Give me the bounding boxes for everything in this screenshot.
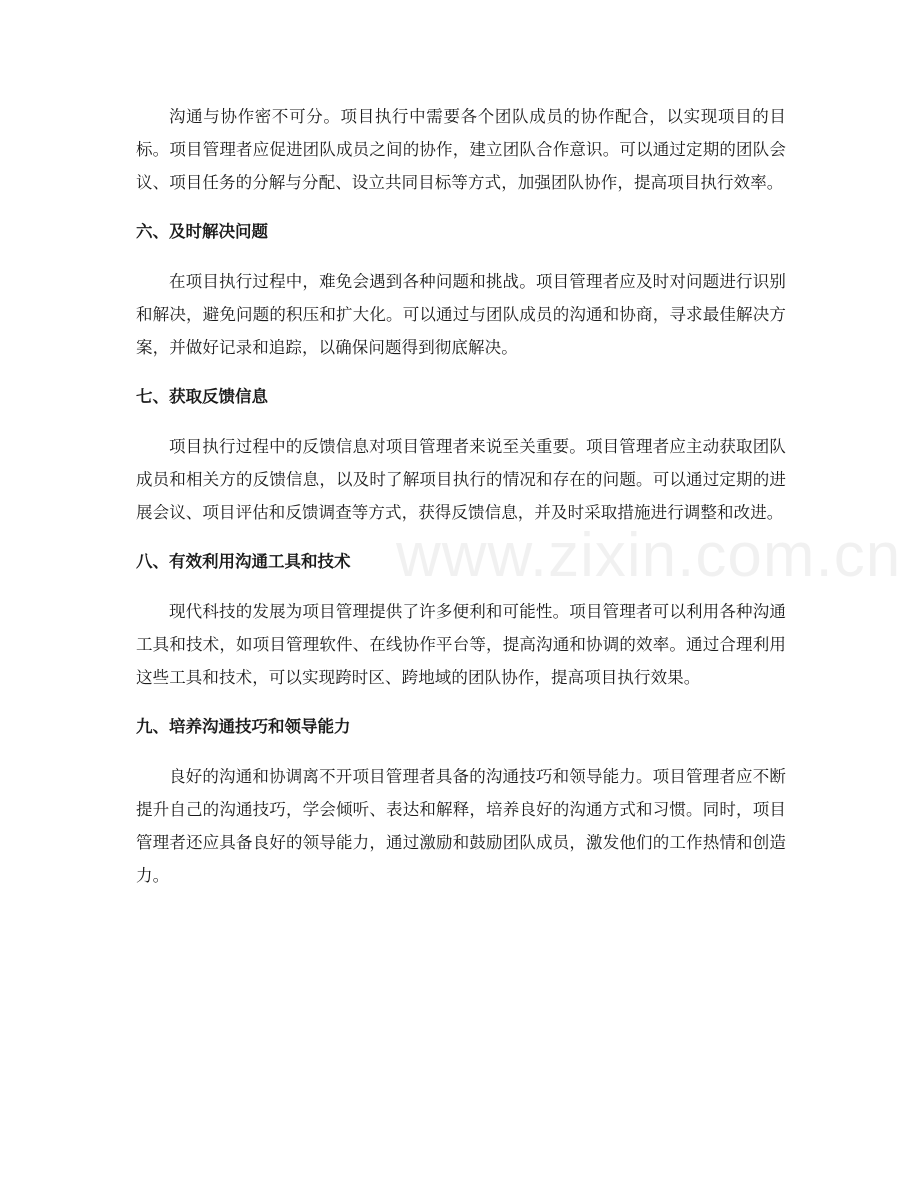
heading-tools: 八、有效利用沟通工具和技术 [136,552,351,571]
heading-leadership: 九、培养沟通技巧和领导能力 [136,717,351,736]
paragraph-tools: 现代科技的发展为项目管理提供了许多便利和可能性。项目管理者可以利用各种沟通工具和技术，如项目管理软件、在线协作平台等，提高沟通和协调的效率。通过合理利用这些工具和技术，可以实现跨时区、跨地域的团队协作，提高项目执行效果。 [136,602,786,687]
watermark: www.zixin.com.cn [396,521,902,590]
paragraph-feedback: 项目执行过程中的反馈信息对项目管理者来说至关重要。项目管理者应主动获取团队成员和相关方的反馈信息，以及时了解项目执行的情况和存在的问题。可以通过定期的进展会议、项目评估和反馈调查等方式，获得反馈信息，并及时采取措施进行调整和改进。 [136,437,786,522]
heading-solve-problems: 六、及时解决问题 [136,222,268,241]
paragraph-collaboration: 沟通与协作密不可分。项目执行中需要各个团队成员的协作配合，以实现项目的目标。项目管理者应促进团队成员之间的协作，建立团队合作意识。可以通过定期的团队会议、项目任务的分解与分配、设立共同目标等方式，加强团队协作，提高项目执行效率。 [136,107,786,192]
heading-feedback: 七、获取反馈信息 [136,387,268,406]
paragraph-leadership: 良好的沟通和协调离不开项目管理者具备的沟通技巧和领导能力。项目管理者应不断提升自己的沟通技巧，学会倾听、表达和解释，培养良好的沟通方式和习惯。同时，项目管理者还应具备良好的领导能力，通过激励和鼓励团队成员，激发他们的工作热情和创造力。 [136,767,786,885]
paragraph-solve-problems: 在项目执行过程中，难免会遇到各种问题和挑战。项目管理者应及时对问题进行识别和解决，避免问题的积压和扩大化。可以通过与团队成员的沟通和协商，寻求最佳解决方案，并做好记录和追踪，以确保问题得到彻底解决。 [136,272,786,357]
document-body [136,100,786,892]
